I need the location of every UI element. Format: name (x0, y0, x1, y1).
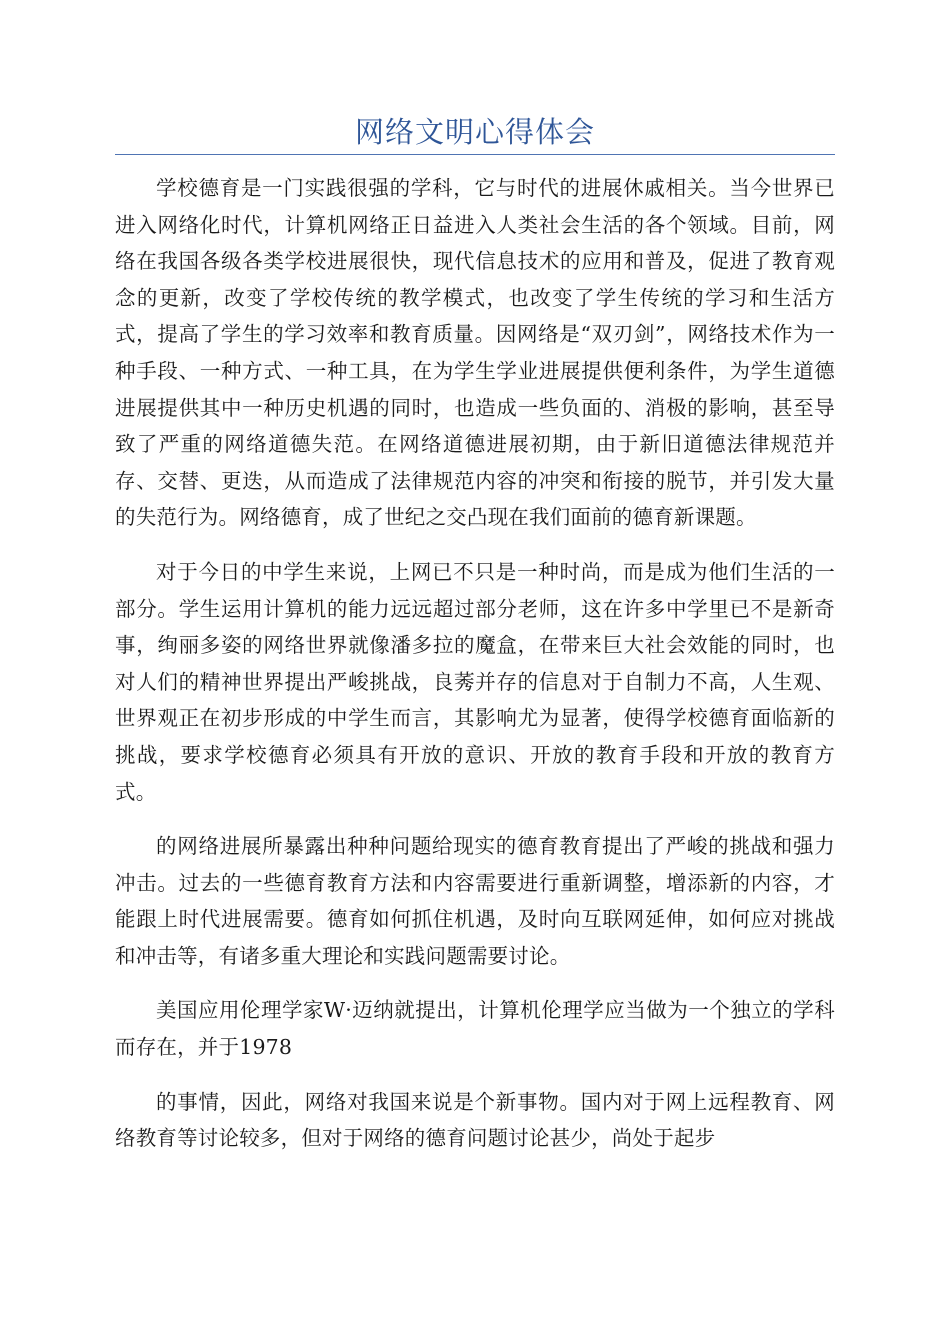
paragraph-1: 学校德育是一门实践很强的学科，它与时代的进展休戚相关。当今世界已进入网络化时代，计算机网络正日益进入人类社会生活的各个领域。目前，网络在我国各级各类学校进展很快，现代信息技术的应用和普及，促进了教育观念的更新，改变了学校传统的教学模式，也改变了学生传统的学习和生活方式，提高了学生的学习效率和教育质量。因网络是“双刃剑”，网络技术作为一种手段、一种方式、一种工具，在为学生学业进展提供便利条件，为学生道德进展提供其中一种历史机遇的同时，也造成一些负面的、消极的影响，甚至导致了严重的网络道德失范。在网络道德进展初期，由于新旧道德法律规范并存、交替、更迭，从而造成了法律规范内容的冲突和衔接的脱节，并引发大量的失范行为。网络德育，成了世纪之交凸现在我们面前的德育新课题。 (115, 176, 835, 530)
document-title: 网络文明心得体会 (115, 112, 835, 155)
paragraph-5: 的事情，因此，网络对我国来说是个新事物。国内对于网上远程教育、网络教育等讨论较多，但对于网络的德育问题讨论甚少，尚处于起步 (115, 1089, 835, 1151)
document-body (115, 170, 835, 1175)
paragraph-3: 的网络进展所暴露出种种问题给现实的德育教育提出了严峻的挑战和强力冲击。过去的一些德育教育方法和内容需要进行重新调整，增添新的内容，才能跟上时代进展需要。德育如何抓住机遇，及时向互联网延伸，如何应对挑战和冲击等，有诸多重大理论和实践问题需要讨论。 (115, 834, 835, 968)
paragraph-2: 对于今日的中学生来说，上网已不只是一种时尚，而是成为他们生活的一部分。学生运用计算机的能力远远超过部分老师，这在许多中学里已不是新奇事，绚丽多姿的网络世界就像潘多拉的魔盒，在带来巨大社会效能的同时，也对人们的精神世界提出严峻挑战，良莠并存的信息对于自制力不高，人生观、世界观正在初步形成的中学生而言，其影响尤为显著，使得学校德育面临新的挑战，要求学校德育必须具有开放的意识、开放的教育手段和开放的教育方式。 (115, 559, 835, 804)
paragraph-4: 美国应用伦理学家W·迈纳就提出，计算机伦理学应当做为一个独立的学科而存在，并于1978 (115, 998, 835, 1060)
